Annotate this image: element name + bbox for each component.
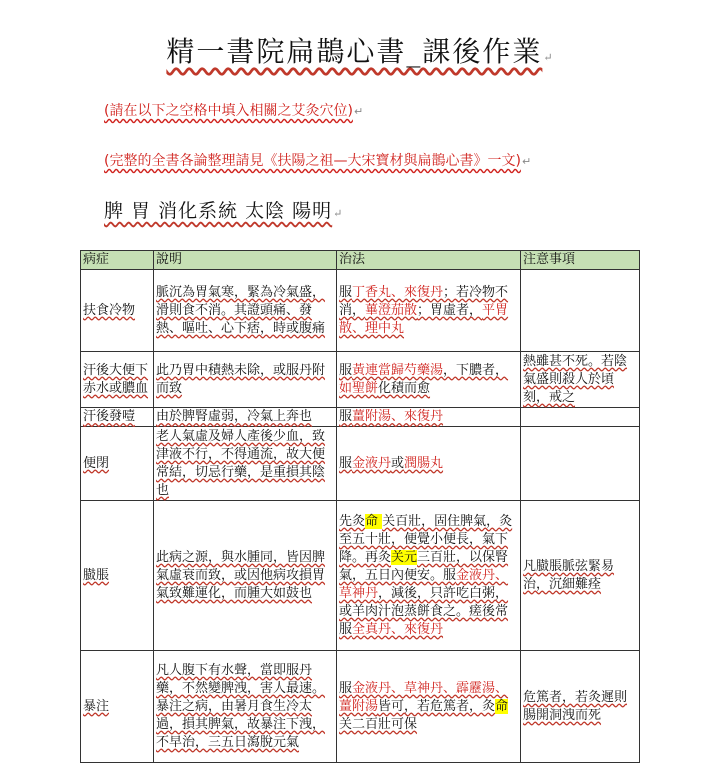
table-row	[81, 501, 640, 651]
header-caution: 注意事項	[521, 251, 640, 270]
table-row	[81, 651, 640, 763]
treatment-text: 化積而愈	[378, 380, 431, 396]
section-heading	[104, 196, 343, 223]
cell-disease	[81, 501, 154, 651]
remedy-text: 薑附湯、來復丹	[352, 409, 444, 424]
treatment-text: 先灸	[339, 513, 366, 529]
acupoint-blank: 命	[365, 513, 383, 529]
note-reference-text: (完整的全書各論整理請見《扶陽之祖—大宋寶材與扁鵲心書》一文)	[104, 153, 521, 169]
treatment-text: ；若冷物不消，	[339, 284, 509, 318]
header-disease: 病症	[81, 251, 154, 270]
treatment-text: 服	[339, 362, 353, 378]
remedy-text: 如聖餅	[339, 380, 379, 396]
treatment-text: 三百壯，以保腎氣，五日內便安。服	[339, 549, 509, 583]
table-row	[81, 427, 640, 501]
paragraph-mark-icon: ↵	[333, 207, 344, 220]
cell-treatment	[337, 501, 521, 651]
cell-description-text: 凡人腹下有水聲，當即服丹藥，不然變脾洩，害人最速。暴注之病，由暑月食生冷太過，損其脾氣，故暴注下洩，不早治，三五日瀉脫元氣	[156, 662, 326, 750]
cell-caution-text: 凡臌脹脈弦緊易治，沉細難痊	[523, 558, 615, 592]
treatment-text: 服	[339, 409, 353, 424]
cell-treatment	[337, 352, 521, 408]
remedy-text: 金液丹、草神丹、霹靂湯、薑附湯	[339, 680, 509, 714]
remedy-text: 金液丹、草神丹	[339, 567, 509, 601]
header-treatment: 治法	[337, 251, 521, 270]
table-header-row	[81, 251, 640, 270]
table-row	[81, 352, 640, 408]
treatment-text: 关百壯，固住脾氣，灸至五十壯，便覺小便長，氣下降。再灸	[339, 513, 513, 565]
treatment-text: ，減後，只許吃白粥，或羊肉汁泡蒸餅食之。瘥後常服	[339, 585, 509, 637]
cell-caution-text: 熱雖甚不死。若陰氣盛則殺人於頃刻，戒之	[523, 353, 628, 405]
treatment-text: ；胃虛者，	[417, 302, 483, 318]
treatment-text: ，下膿者，	[443, 362, 509, 378]
cell-description-text: 此乃胃中積熱未除，或服丹附而致	[156, 362, 326, 396]
acupoint-blank: 关元	[391, 549, 418, 565]
cell-caution	[521, 408, 640, 427]
remedy-text: 平胃散、理中丸	[339, 302, 509, 336]
cell-disease-text: 臌脹	[83, 567, 110, 583]
cell-description-text: 由於脾腎虛弱，冷氣上奔也	[156, 409, 313, 424]
cell-disease	[81, 270, 154, 352]
acupoint-blank: 命	[495, 698, 509, 714]
cell-description-text: 脈沉為胃氣寒，緊為冷氣盛，滑則食不消。其證頭痛、發熱、嘔吐、心下痞，時或腹痛	[156, 284, 326, 336]
paragraph-mark-icon: ↵	[353, 105, 364, 118]
cell-description	[154, 651, 337, 763]
treatment-text: 服	[339, 455, 353, 471]
header-description: 說明	[154, 251, 337, 270]
cell-description	[154, 270, 337, 352]
paragraph-mark-icon: ↵	[521, 155, 532, 168]
cell-description-text: 此病之源，與水腫同，皆因脾氣虛衰而致，或因他病攻損胃氣致難運化，而腫大如鼓也	[156, 549, 326, 601]
cell-disease-text: 汗後發噎	[83, 409, 136, 424]
cell-disease-text: 扶食冷物	[83, 302, 136, 318]
remedy-text: 金液丹	[352, 455, 392, 471]
note-reference	[104, 150, 531, 170]
cell-disease	[81, 651, 154, 763]
note-fill-in	[104, 100, 363, 120]
cell-treatment	[337, 408, 521, 427]
remedy-text: 潤腸丸	[404, 455, 444, 471]
cell-disease-text: 暴注	[83, 698, 110, 714]
note-fill-in-text: (請在以下之空格中填入相關之艾灸穴位)	[104, 103, 353, 119]
treatment-text: 服	[339, 680, 353, 696]
remedy-text: 全真丹、來復丹	[352, 621, 444, 637]
cell-caution	[521, 501, 640, 651]
remedy-text: 蓽澄茄散	[365, 302, 418, 318]
cell-caution	[521, 270, 640, 352]
cell-caution	[521, 352, 640, 408]
cell-description-text: 老人氣虛及婦人產後少血，致津液不行，不得通流，故大便常結，切忌行藥，是重損其陰也	[156, 428, 326, 498]
table-body	[81, 270, 640, 763]
cell-caution	[521, 427, 640, 501]
cell-description	[154, 408, 337, 427]
cell-caution-text: 危篤者，若灸遲則腸開洞洩而死	[523, 689, 628, 723]
section-heading-text: 脾 胃 消化系統 太陰 陽明	[104, 200, 333, 222]
cell-treatment	[337, 651, 521, 763]
remedy-text: 黃連當歸芍藥湯	[352, 362, 444, 378]
cell-description	[154, 501, 337, 651]
cell-treatment	[337, 427, 521, 501]
page-title	[0, 30, 721, 70]
cell-disease-text: 汗後大便下赤水或膿血	[83, 362, 149, 396]
cell-disease	[81, 408, 154, 427]
cell-disease-text: 便閉	[83, 455, 110, 471]
cell-treatment	[337, 270, 521, 352]
cell-caution	[521, 651, 640, 763]
treatment-text: 皆可，若危篤者，灸	[378, 698, 496, 714]
cell-description	[154, 427, 337, 501]
cell-description	[154, 352, 337, 408]
cell-disease	[81, 352, 154, 408]
treatment-table	[80, 250, 640, 763]
table-row	[81, 408, 640, 427]
treatment-text: 或	[391, 455, 405, 471]
remedy-text: 丁香丸、來復丹	[352, 284, 444, 300]
page-title-text: 精一書院扁鵲心書_課後作業	[166, 35, 543, 68]
paragraph-mark-icon: ↵	[543, 51, 555, 64]
cell-disease	[81, 427, 154, 501]
treatment-text: 服	[339, 284, 353, 300]
treatment-text: 关二百壯可保	[339, 716, 418, 732]
table-row	[81, 270, 640, 352]
